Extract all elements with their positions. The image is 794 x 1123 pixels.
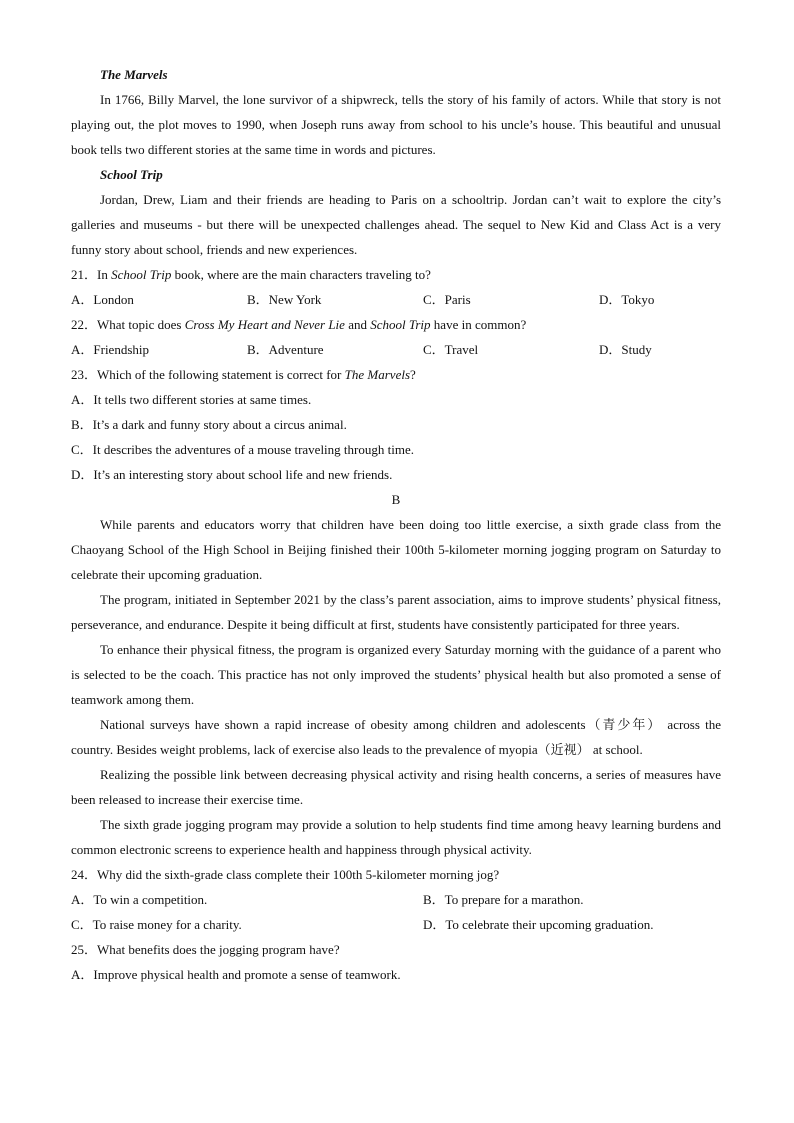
option-c: C．Travel: [423, 342, 479, 357]
option-c: C．Paris: [423, 292, 471, 307]
question-21-title: School Trip: [111, 267, 172, 282]
option-b: B．To prepare for a marathon.: [423, 892, 584, 907]
option-d: D．Study: [599, 342, 652, 357]
question-22-title-1: Cross My Heart and Never Lie: [184, 317, 345, 332]
question-22-title-2: School Trip: [370, 317, 431, 332]
question-24: 24．Why did the sixth-grade class complete their 100th 5-kilometer morning jog?: [71, 867, 500, 882]
option-b: B．Adventure: [247, 342, 324, 357]
passage-paragraph: The program, initiated in September 2021 by the class’s parent association, aims to improve students’ physical fitness, perseverance, and endurance. Despite it being difficult at first, students have consistently participated for three years.: [71, 592, 721, 632]
question-21-options: [71, 287, 721, 312]
document-page: [71, 62, 721, 987]
option-c: C．It describes the adventures of a mouse traveling through time.: [71, 442, 414, 457]
book-title-the-marvels: The Marvels: [100, 67, 168, 82]
question-21-text-end: book, where are the main characters traveling to?: [171, 267, 431, 282]
question-21-text: 21．In: [71, 267, 112, 282]
option-d: D．Tokyo: [599, 292, 655, 307]
book-title-school-trip: School Trip: [100, 167, 163, 182]
question-24-options-row-1: [71, 887, 721, 912]
option-b: B．It’s a dark and funny story about a circus animal.: [71, 417, 347, 432]
question-22-text-end: have in common?: [430, 317, 527, 332]
question-22-options: [71, 337, 721, 362]
question-23-text: 23．Which of the following statement is correct for: [71, 367, 345, 382]
book-description-school-trip: Jordan, Drew, Liam and their friends are heading to Paris on a schooltrip. Jordan can’t wait to explore the city’s galleries and museums - but there will be unexpected challenges ahead. The sequel to New Kid and Class Act is a very funny story about school, friends and new experiences.: [71, 192, 721, 257]
option-c: C．To raise money for a charity.: [71, 917, 242, 932]
option-a: A．London: [71, 292, 134, 307]
question-23-text-end: ?: [410, 367, 416, 382]
question-22-text: 22．What topic does: [71, 317, 185, 332]
option-d: D．It’s an interesting story about school life and new friends.: [71, 467, 393, 482]
question-22: [71, 312, 721, 337]
option-a: A．To win a competition.: [71, 892, 208, 907]
option-a: A．Improve physical health and promote a sense of teamwork.: [71, 967, 401, 982]
option-b: B．New York: [247, 292, 322, 307]
question-23: [71, 362, 721, 387]
question-21: [71, 262, 721, 287]
option-a: A．It tells two different stories at same times.: [71, 392, 312, 407]
question-22-text-mid: and: [344, 317, 371, 332]
passage-paragraph: While parents and educators worry that children have been doing too little exercise, a sixth grade class from the Chaoyang School of the High School in Beijing finished their 100th 5-kilometer morning jogging program on Saturday to celebrate their upcoming graduation.: [71, 517, 721, 582]
book-description-the-marvels: In 1766, Billy Marvel, the lone survivor of a shipwreck, tells the story of his family of actors. While that story is not playing out, the plot moves to 1990, when Joseph runs away from school to his uncle’s house. This beautiful and unusual book tells two different stories at the same time in words and pictures.: [71, 92, 721, 157]
passage-paragraph: National surveys have shown a rapid increase of obesity among children and adolescents（青少年） across the country. Besides weight problems, lack of exercise also leads to the prevalence of myopia（近视） at school.: [71, 717, 721, 757]
passage-paragraph: To enhance their physical fitness, the program is organized every Saturday morning with the guidance of a parent who is selected to be the coach. This practice has not only improved the students’ physical health but also promoted a sense of teamwork among them.: [71, 642, 721, 707]
option-a: A．Friendship: [71, 342, 150, 357]
question-25: 25．What benefits does the jogging program have?: [71, 942, 340, 957]
section-heading-b: B: [391, 492, 401, 507]
passage-paragraph: Realizing the possible link between decreasing physical activity and rising health concerns, a series of measures have been released to increase their exercise time.: [71, 767, 721, 807]
question-24-options-row-2: [71, 912, 721, 937]
question-23-title: The Marvels: [344, 367, 411, 382]
option-d: D．To celebrate their upcoming graduation.: [423, 917, 654, 932]
passage-paragraph: The sixth grade jogging program may provide a solution to help students find time among heavy learning burdens and common electronic screens to experience health and happiness through physical activity.: [71, 817, 721, 857]
